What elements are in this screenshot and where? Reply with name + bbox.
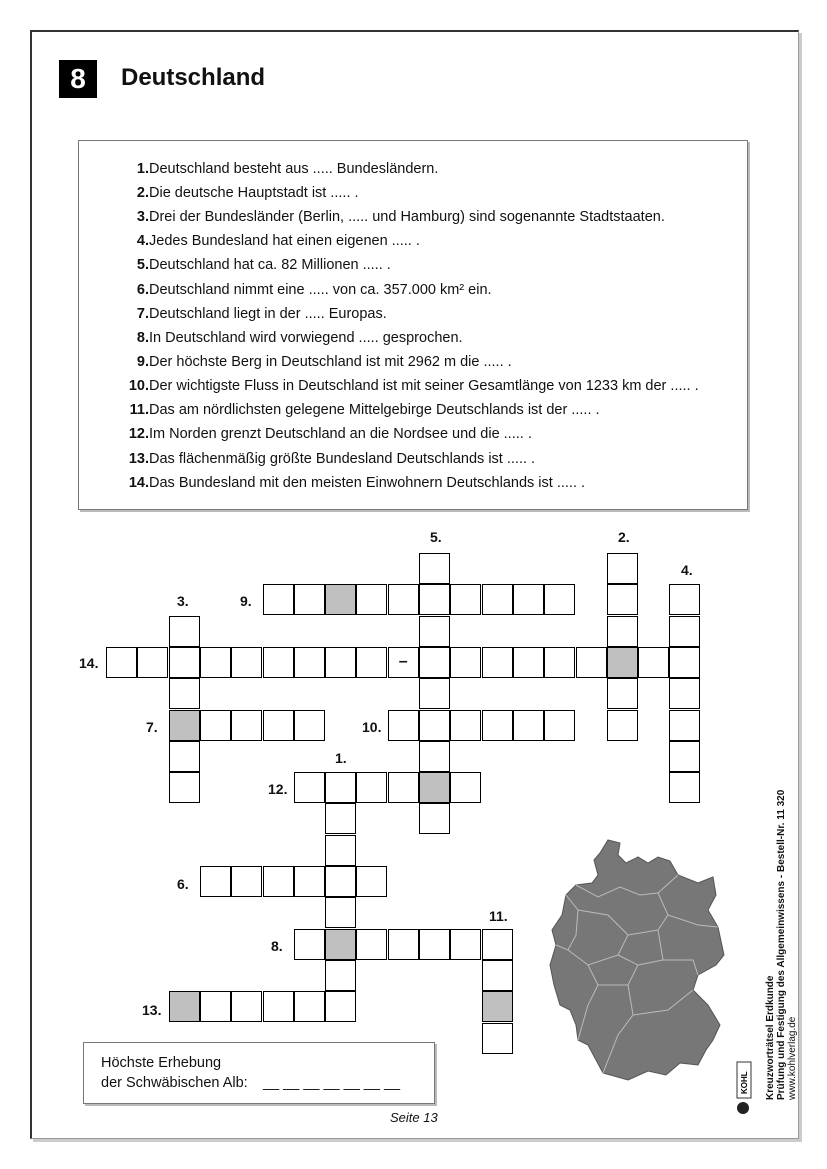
clue-text: Deutschland liegt in der ..... Europas. (149, 306, 387, 322)
grid-number-9: 9. (240, 593, 252, 609)
crossword-cell[interactable] (607, 584, 638, 615)
crossword-cell[interactable] (325, 835, 356, 866)
clue-number: 11. (129, 402, 149, 418)
crossword-cell[interactable] (356, 866, 387, 897)
grid-number-10: 10. (362, 719, 382, 735)
clue-number: 4. (136, 233, 149, 249)
crossword-cell[interactable] (513, 647, 544, 678)
crossword-cell[interactable] (200, 866, 231, 897)
crossword-cell[interactable] (513, 710, 544, 741)
side-line2: Prüfung und Festigung des Allgemeinwissens - Bestell-Nr. 11 320 (776, 789, 787, 1100)
crossword-cell[interactable] (607, 678, 638, 709)
clue-text: Deutschland nimmt eine ..... von ca. 357.000 km² ein. (149, 282, 492, 298)
crossword-cell[interactable] (607, 616, 638, 647)
crossword-cell[interactable] (669, 678, 700, 709)
crossword-cell-solution[interactable] (169, 991, 200, 1022)
crossword-cell[interactable] (669, 616, 700, 647)
crossword-cell[interactable] (419, 678, 450, 709)
grid-number-6: 6. (177, 876, 189, 892)
crossword-cell[interactable] (607, 553, 638, 584)
side-line1: Kreuzworträtsel Erdkunde (765, 975, 776, 1100)
crossword-cell[interactable] (294, 929, 325, 960)
crossword-cell[interactable] (669, 772, 700, 803)
clue-text: Deutschland hat ca. 82 Millionen ..... . (149, 257, 391, 273)
crossword-cell[interactable] (294, 647, 325, 678)
crossword-cell[interactable] (263, 710, 294, 741)
crossword-cell[interactable] (325, 866, 356, 897)
clue-number: 6. (136, 282, 149, 298)
crossword-cell-solution[interactable] (325, 584, 356, 615)
crossword-cell[interactable] (356, 929, 387, 960)
crossword-cell[interactable] (638, 647, 669, 678)
publisher-logo (735, 1060, 755, 1120)
crossword-cell[interactable] (325, 803, 356, 834)
germany-map (548, 835, 728, 1085)
grid-number-13: 13. (142, 1002, 162, 1018)
crossword-cell[interactable] (419, 616, 450, 647)
crossword-cell[interactable] (450, 584, 481, 615)
crossword-cell[interactable] (231, 866, 262, 897)
crossword-cell[interactable] (388, 647, 419, 678)
crossword-cell[interactable] (669, 710, 700, 741)
crossword-cell[interactable] (450, 647, 481, 678)
clue-text: Jedes Bundesland hat einen eigenen ..... . (149, 233, 420, 249)
crossword-cell[interactable] (325, 929, 356, 960)
crossword-cell[interactable] (106, 647, 137, 678)
clue-number: 12. (128, 426, 149, 442)
crossword-cell[interactable] (482, 1023, 513, 1054)
crossword-cell[interactable] (419, 772, 450, 803)
clue-text: Drei der Bundesländer (Berlin, ..... und Hamburg) sind sogenannte Stadtstaaten. (149, 209, 665, 225)
crossword-cell-solution[interactable] (169, 710, 200, 741)
crossword-cell[interactable] (200, 647, 231, 678)
crossword-cell[interactable] (231, 991, 262, 1022)
crossword-cell[interactable] (544, 710, 575, 741)
crossword-cell[interactable] (325, 991, 356, 1022)
side-line3: www.kohlverlag.de (787, 1016, 798, 1100)
crossword-cell[interactable] (294, 866, 325, 897)
answer-blanks[interactable]: __ __ __ __ __ __ __ (263, 1075, 401, 1091)
crossword-cell[interactable] (263, 866, 294, 897)
crossword-cell[interactable] (450, 772, 481, 803)
crossword-cell[interactable] (356, 772, 387, 803)
crossword-cell[interactable] (325, 960, 356, 991)
clue-number: 5. (136, 257, 149, 273)
hyphen-mark: – (398, 652, 408, 670)
crossword-cell[interactable] (169, 741, 200, 772)
clue-text: Deutschland besteht aus ..... Bundesländern. (149, 161, 439, 177)
grid-number-1: 1. (335, 750, 347, 766)
clue-text: Das Bundesland mit den meisten Einwohnern Deutschlands ist ..... . (149, 475, 586, 491)
crossword-cell[interactable] (419, 553, 450, 584)
crossword-cell[interactable] (544, 584, 575, 615)
crossword-cell[interactable] (419, 929, 450, 960)
answer-box (83, 1042, 435, 1104)
crossword-cell[interactable] (356, 647, 387, 678)
grid-number-14: 14. (79, 655, 99, 671)
logo-text: KOHL (740, 1071, 749, 1094)
crossword-cell[interactable] (482, 647, 513, 678)
clue-number: 10. (128, 378, 149, 394)
crossword-cell[interactable] (388, 772, 419, 803)
crossword-cell[interactable] (263, 647, 294, 678)
clue-number: 7. (136, 306, 149, 322)
crossword-cell[interactable] (325, 772, 356, 803)
crossword-cell[interactable] (325, 897, 356, 928)
crossword-cell[interactable] (669, 584, 700, 615)
crossword-cell[interactable] (388, 929, 419, 960)
crossword-cell[interactable] (419, 584, 450, 615)
crossword-cell[interactable] (388, 584, 419, 615)
clue-number: 14. (128, 475, 149, 491)
crossword-cell[interactable] (450, 710, 481, 741)
crossword-cell[interactable] (607, 710, 638, 741)
grid-number-4: 4. (681, 562, 693, 578)
clue-text: In Deutschland wird vorwiegend ..... gesprochen. (149, 330, 463, 346)
clue-text: Im Norden grenzt Deutschland an die Nordsee und die ..... . (149, 426, 532, 442)
clue-text: Das am nördlichsten gelegene Mittelgebirge Deutschlands ist der ..... . (149, 402, 600, 418)
crossword-cell[interactable] (294, 584, 325, 615)
crossword-cell[interactable] (294, 772, 325, 803)
page-number: Seite 13 (390, 1110, 438, 1125)
crossword-cell[interactable] (669, 647, 700, 678)
crossword-cell[interactable] (294, 991, 325, 1022)
clue-text: Der wichtigste Fluss in Deutschland ist mit seiner Gesamtlänge von 1233 km der ..... . (149, 378, 699, 394)
grid-number-5: 5. (430, 529, 442, 545)
germany-outline (550, 840, 724, 1080)
clue-text: Die deutsche Hauptstadt ist ..... . (149, 185, 359, 201)
crossword-cell[interactable] (169, 678, 200, 709)
crossword-cell[interactable] (200, 991, 231, 1022)
answer-label-line1: Höchste Erhebung (101, 1055, 222, 1071)
crossword-cell[interactable] (482, 710, 513, 741)
clue-number: 3. (136, 209, 149, 225)
grid-number-11: 11. (489, 908, 508, 924)
clue-number: 13. (128, 451, 149, 467)
clue-list (78, 140, 748, 510)
crossword-cell[interactable] (200, 710, 231, 741)
grid-number-12: 12. (268, 781, 288, 797)
crossword-cell[interactable] (419, 741, 450, 772)
chapter-number: 8 (59, 60, 97, 98)
crossword-cell[interactable] (482, 584, 513, 615)
crossword-cell[interactable] (294, 710, 325, 741)
crossword-cell[interactable] (231, 710, 262, 741)
clue-number: 1. (136, 161, 149, 177)
page-title: Deutschland (121, 64, 266, 91)
clue-text: Das flächenmäßig größte Bundesland Deutschlands ist ..... . (149, 451, 536, 467)
clue-number: 2. (136, 185, 149, 201)
crossword-cell[interactable] (513, 584, 544, 615)
crossword-cell[interactable] (419, 803, 450, 834)
crossword-cell[interactable] (263, 584, 294, 615)
crossword-cell[interactable] (450, 929, 481, 960)
side-imprint (765, 790, 798, 1100)
crossword-cell[interactable] (419, 710, 450, 741)
crossword-cell[interactable] (482, 929, 513, 960)
crossword-cell[interactable] (231, 647, 262, 678)
crossword-cell[interactable] (169, 772, 200, 803)
clue-text: Der höchste Berg in Deutschland ist mit 2962 m die ..... . (149, 354, 512, 370)
crossword-cell[interactable] (263, 991, 294, 1022)
crossword-cell[interactable] (388, 710, 419, 741)
clue-number: 9. (136, 354, 149, 370)
crossword-cell[interactable] (607, 647, 638, 678)
crossword-cell-solution[interactable] (482, 991, 513, 1022)
crossword-cell[interactable] (419, 647, 450, 678)
crossword-cell[interactable] (169, 647, 200, 678)
crossword-cell[interactable] (576, 647, 607, 678)
crossword-cell[interactable] (544, 647, 575, 678)
answer-label-line2: der Schwäbischen Alb: (101, 1075, 248, 1091)
crossword-cell[interactable] (325, 647, 356, 678)
crossword-cell[interactable] (169, 616, 200, 647)
grid-number-7: 7. (146, 719, 158, 735)
crossword-cell[interactable] (669, 741, 700, 772)
grid-number-8: 8. (271, 938, 283, 954)
grid-number-2: 2. (618, 529, 630, 545)
clue-number: 8. (136, 330, 149, 346)
crossword-cell[interactable] (482, 960, 513, 991)
crossword-cell[interactable] (356, 584, 387, 615)
grid-number-3: 3. (177, 593, 189, 609)
crossword-cell[interactable] (137, 647, 168, 678)
